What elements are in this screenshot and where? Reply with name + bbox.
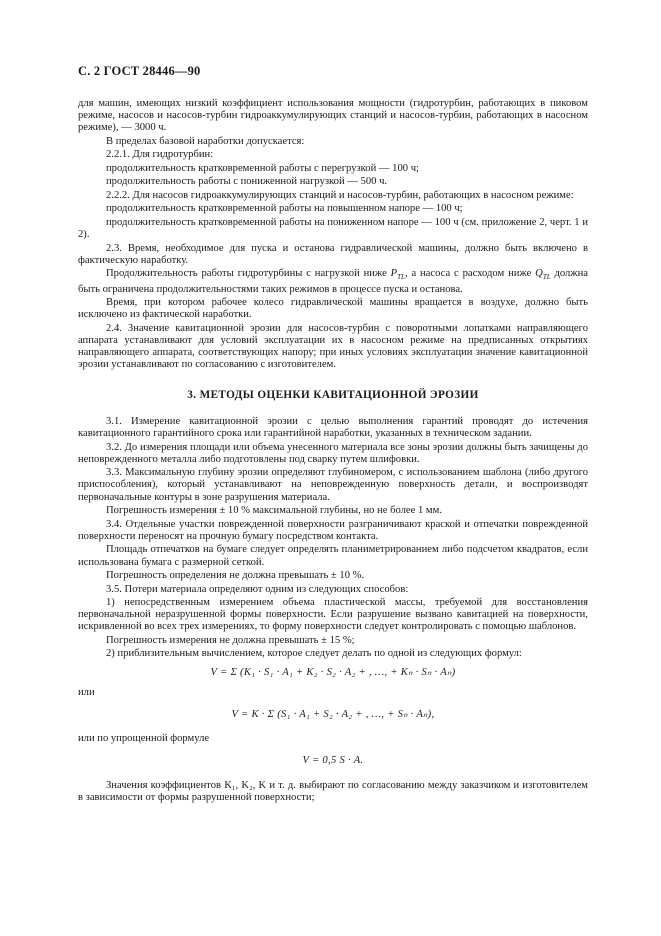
- paragraph-base-runtime-cont: для машин, имеющих низкий коэффициент использования мощности (гидротурбин, работающих в пиковом режиме, насосов и насосов-турбин гидроаккумулирующих станций и насосов-турбин, работающих в насосном режиме), — 3000 ч.: [78, 98, 588, 134]
- paragraph-3-1: 3.1. Измерение кавитационной эрозии с целью выполнения гарантий проводят до истечения кавитационного гарантийного срока или гарантийной наработки, указанных в техническом задании.: [78, 415, 588, 440]
- paragraph-volume-error: Погрешность измерения не должна превышать ± 15 %;: [106, 634, 355, 646]
- paragraph-area-error: Погрешность определения не должна превышать ± 10 %.: [106, 570, 365, 582]
- paragraph-2-4: 2.4. Значение кавитационной эрозии для насосов-турбин с поворотными лопатками направляющего аппарата устанавливают для условий эксплуатации их в насосном режиме на предписанных открытиях направляющего аппарата, соответствующих напору; при иных условиях эксплуатации значение кавитационной эрозии устанавливают по согласованию с изготовителем.: [78, 322, 588, 371]
- paragraph-3-3: 3.3. Максимальную глубину эрозии определяют глубиномером, с использованием шаблона (либо другого приспособления), который устанавливают на неповрежденную поверхность детали, и воспроизводят первоначальные контуры в зоне разрушения материала.: [78, 467, 588, 503]
- paragraph-2-2-1: 2.2.1. Для гидротурбин:: [106, 149, 214, 161]
- paragraph-high-head-duration: продолжительность кратковременной работы на повышенном напоре — 100 ч;: [106, 203, 463, 215]
- paragraph-direct-measurement: 1) непосредственным измерением объема пластической массы, требуемой для восстановления первоначальной неразрушенной формы поверхности. Если разрушение вызвано кавитацией на поверхности, искривленной во всех трех измерениях, то форму поверхности следует контролировать с помощью шаблонов.: [78, 597, 588, 633]
- paragraph-3-4: 3.4. Отдельные участки поврежденной поверхности разграничивают краской и отпечатки поврежденной поверхности переносят на прочную бумагу посредством контакта.: [78, 518, 588, 542]
- paragraph-3-2: 3.2. До измерения площади или объема унесенного материала все зоны эрозии должны быть зачищены до неповрежденного металла либо подготовлены под сварку путем шлифовки.: [78, 441, 588, 465]
- formula-common-coefficient: V = K · Σ (S₁ · A₁ + S₂ · A₂ + , …, + Sₙ · Aₙ),: [231, 709, 435, 721]
- paragraph-coefficients: Значения коэффициентов K₁, K₂, K и т. д. выбирают по согласованию между заказчиком и изготовителем в зависимости от формы разрушенной поверхности;: [78, 779, 588, 803]
- paragraph-overload-duration: продолжительность кратковременной работы с перегрузкой — 100 ч;: [106, 162, 419, 174]
- paragraph-depth-error: Погрешность измерения ± 10 % максимальной глубины, но не более 1 мм.: [106, 505, 442, 517]
- paragraph-3-5: 3.5. Потери материала определяют одним из следующих способов:: [106, 583, 409, 595]
- text-or: или: [78, 686, 95, 698]
- formula-simplified: V = 0,5 S · A.: [302, 755, 364, 767]
- paragraph-air-rotation: Время, при котором рабочее колесо гидравлической машины вращается в воздухе, должно быть исключено из фактической наработки.: [78, 297, 588, 321]
- paragraph-allowed-within-base: В пределах базовой наработки допускается:: [106, 135, 305, 147]
- text-or-simplified: или по упрощенной формуле: [78, 733, 210, 745]
- section-title: 3. МЕТОДЫ ОЦЕНКИ КАВИТАЦИОННОЙ ЭРОЗИИ: [187, 388, 479, 401]
- paragraph-approx-calculation: 2) приблизительным вычислением, которое следует делать по одной из следующих формул:: [106, 648, 522, 660]
- paragraph-reduced-load-duration: продолжительность работы с пониженной нагрузкой — 500 ч.: [106, 176, 388, 188]
- paragraph-low-head-duration: продолжительность кратковременной работы на пониженном напоре — 100 ч (см. приложение 2, черт. 1 и 2).: [78, 216, 588, 241]
- paragraph-low-load-limit: Продолжительность работы гидротурбины с нагрузкой ниже $P_{TL}$, а насоса с расходом ниже $Q_{TL}$ должна быть ограничена продолжительностями таких режимов в процессе пуска и останова.: [78, 268, 588, 295]
- page-header: С. 2 ГОСТ 28446—90: [78, 64, 201, 78]
- document-body: [78, 98, 588, 805]
- paragraph-2-2-2: 2.2.2. Для насосов гидроаккумулирующих станций и насосов-турбин, работающих в насосном режиме:: [106, 189, 574, 201]
- formula-weighted-sum: V = Σ (K₁ · S₁ · A₁ + K₂ · S₂ · A₂ + , …, + Kₙ · Sₙ · Aₙ): [210, 666, 456, 678]
- paragraph-imprint-area: Площадь отпечатков на бумаге следует определять планиметрированием либо подсчетом квадратов, если использована бумага с размерной сеткой.: [78, 544, 588, 568]
- paragraph-2-3: 2.3. Время, необходимое для пуска и останова гидравлической машины, должно быть включено в фактическую наработку.: [78, 242, 588, 266]
